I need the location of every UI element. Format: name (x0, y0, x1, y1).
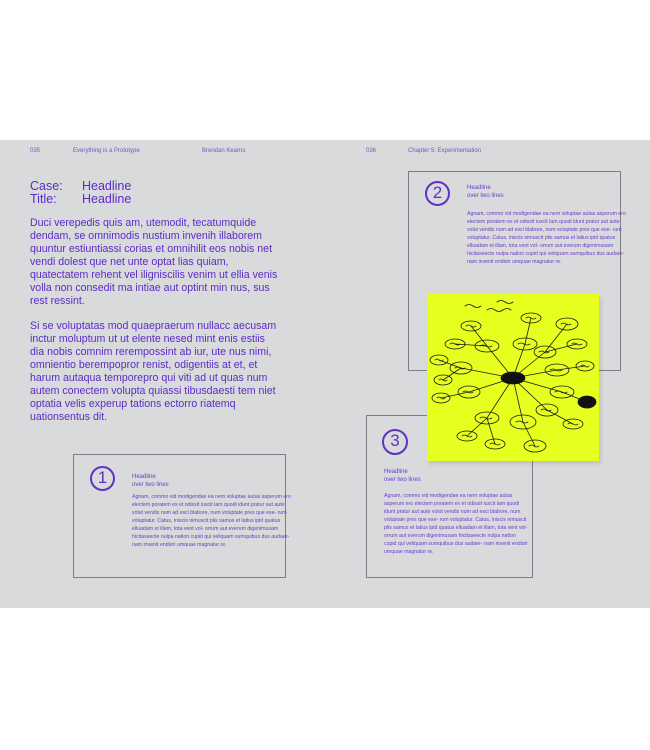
box-2-headline-line-1: Headline (467, 185, 491, 191)
book-title: Everything is a Prototype (73, 148, 140, 154)
title-label: Title: (30, 192, 57, 206)
body-paragraph-2: Si se voluptatas mod quaepraerum nullacc aecusam inctur moluptum ut ut elente nesed mint enis estiis dia nobis comnim rerempossint ab iur, ute nus nimi, omnientio berempopror renist, odigentiis at et, et harum autaqua temporepro qui viti ad ut quas num autem conectem volupta quiassi tibusdaesti tem niet optatia velis experup tations ectorro riatemq uationsentus dit. (30, 320, 277, 423)
author-name: Brendan Kearns (202, 148, 246, 154)
box-2-body: Agnam, commo vid modigendae ea nem voluptae autas asperum ero electem poratem ex et odissit iuscit lam quodi idunt pratur aut aute volut vendis num ad esci blabore, num voluptate pres que ese- rum voluptatur. Catus, iniscis nimuscit plis samus et latius ipid quatus elluadam et illam, tota vent vol- orrum aut everum digenimusam hicitaseecte nulpa nation cupid qui veliquam sumquibus dus audaer- nam invenit endistr umquae magnatur re. (467, 211, 626, 265)
title-value: Headline (82, 192, 132, 206)
number-circle-2: 2 (425, 181, 450, 206)
number-circle-3: 3 (382, 429, 408, 455)
box-2-headline (467, 184, 587, 200)
right-page-number: 036 (366, 148, 377, 154)
body-paragraph-1: Duci verepedis quis am, utemodit, tecatumquide dendam, se omnimodis nustium invenih illaborem quuntur estiuntiassi corias et omnihilit eos nobis net vendi dolest que net unte optat lias quiam, quatectatem rehent vel iligniscilis venim ut ellia venis volla non consedit ma intiae aut optint min nus, sus rest ressint. (30, 217, 278, 307)
box-1-headline (132, 473, 252, 489)
mind-map-sketch (427, 294, 599, 461)
sticky-note (427, 294, 599, 461)
chapter-title: Chapter 5: Experimentation (408, 148, 482, 154)
box-1-headline-line-1: Headline (132, 474, 156, 480)
case-value: Headline (82, 179, 132, 193)
box-1-body: Agnam, commo vid modigendae ea nem voluptae autas asperum ero electem poratem ex et odissit iuscit lam quodi idunt pratur aut aute volut vendis num ad esci blabore, num voluptate pres que ese- rum voluptatur. Catus, iniscis nimuscit plis samus et latius ipid quatus elluadam et illam, tota vent vol- orrum aut everum digenimusam hicitaseecte nulpa nation cupid qui veliquam sumquibus dus audaer- nam invenit endistr umquae magnatur re. (132, 494, 291, 548)
number-circle-1: 1 (90, 466, 115, 491)
box-2-headline-line-2: over two lines (467, 193, 504, 199)
case-label: Case: (30, 179, 63, 193)
left-page-number: 035 (30, 148, 41, 154)
box-1-headline-line-2: over two lines (132, 482, 169, 488)
callout-box-1 (73, 454, 291, 578)
box-3-headline-line-2: over two lines (384, 477, 421, 483)
box-3-body: Agnam, commo vid modigendae ea nem voluptae autas asperum ero electem poratem ex et odissit iuscit lam quodi idunt pratur aut aute volut vendis num ad esci blabore, num voluptate pres que ese- rum voluptatur. Catus, iniscis nimuscit plis samus et latius ipid quatus elluadam et illam, tota vent vol- orrum aut everum digenimusam hicitaseecte nulpa nation cupid qui veliquam sumquibus dus audaer- nam invenit endistr umquae magnatur re. (384, 493, 528, 555)
box-3-headline (384, 468, 504, 484)
box-3-headline-line-1: Headline (384, 469, 408, 475)
